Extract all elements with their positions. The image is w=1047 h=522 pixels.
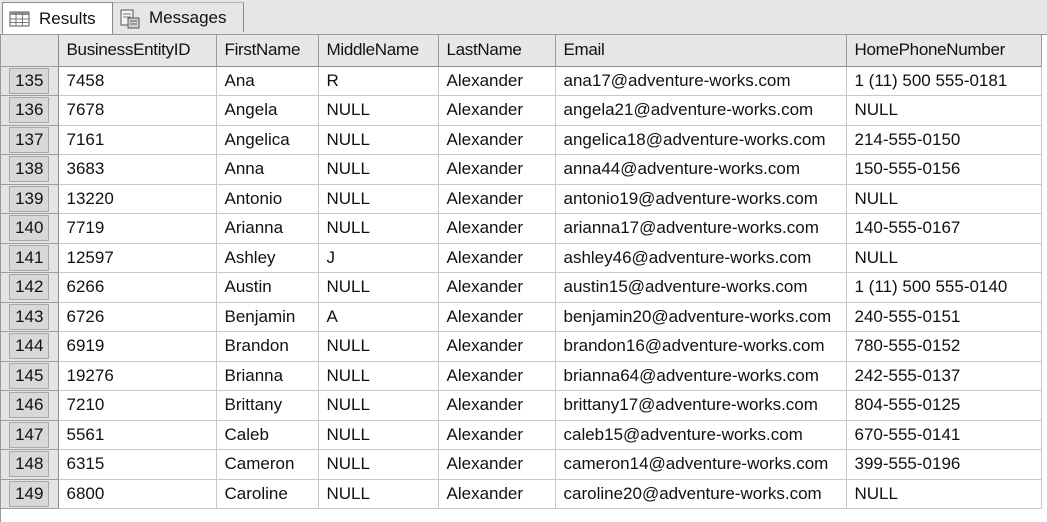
table-cell[interactable]: 7210 (58, 391, 216, 421)
row-header[interactable] (1, 125, 58, 155)
row-header[interactable] (1, 420, 58, 450)
row-header[interactable] (1, 479, 58, 509)
table-cell[interactable]: 5561 (58, 420, 216, 450)
row-header[interactable] (1, 302, 58, 332)
table-cell[interactable]: Benjamin (216, 302, 318, 332)
table-cell[interactable]: Alexander (438, 184, 555, 214)
table-cell[interactable]: Antonio (216, 184, 318, 214)
table-cell[interactable]: Alexander (438, 273, 555, 303)
row-header[interactable] (1, 361, 58, 391)
row-number: 145 (9, 363, 49, 389)
table-cell[interactable]: NULL (318, 184, 438, 214)
row-header[interactable] (1, 96, 58, 126)
table-cell[interactable]: 6800 (58, 479, 216, 509)
column-header-middlename[interactable]: MiddleName (318, 35, 438, 66)
row-number: 135 (9, 68, 49, 94)
table-cell[interactable]: NULL (318, 273, 438, 303)
table-cell[interactable]: Alexander (438, 479, 555, 509)
table-cell[interactable]: Anna (216, 155, 318, 185)
table-row[interactable] (1, 243, 1041, 273)
table-cell[interactable]: 670-555-0141 (846, 420, 1041, 450)
table-cell[interactable]: Brittany (216, 391, 318, 421)
table-cell[interactable]: brittany17@adventure-works.com (555, 391, 846, 421)
table-row[interactable] (1, 361, 1041, 391)
row-header[interactable] (1, 243, 58, 273)
table-cell[interactable]: Alexander (438, 332, 555, 362)
table-cell[interactable]: NULL (318, 125, 438, 155)
row-header[interactable] (1, 66, 58, 96)
table-cell[interactable]: J (318, 243, 438, 273)
table-row[interactable] (1, 96, 1041, 126)
row-number: 140 (9, 215, 49, 241)
table-cell[interactable]: angelica18@adventure-works.com (555, 125, 846, 155)
grid-icon (9, 10, 31, 28)
table-row[interactable] (1, 66, 1041, 96)
table-cell[interactable]: Alexander (438, 302, 555, 332)
row-header[interactable] (1, 155, 58, 185)
table-cell[interactable]: 780-555-0152 (846, 332, 1041, 362)
table-cell[interactable]: NULL (318, 450, 438, 480)
table-cell[interactable]: 7678 (58, 96, 216, 126)
table-row[interactable] (1, 420, 1041, 450)
table-cell[interactable]: ashley46@adventure-works.com (555, 243, 846, 273)
table-cell[interactable]: anna44@adventure-works.com (555, 155, 846, 185)
table-cell[interactable]: 7719 (58, 214, 216, 244)
table-cell[interactable]: caleb15@adventure-works.com (555, 420, 846, 450)
table-cell[interactable]: 399-555-0196 (846, 450, 1041, 480)
table-cell[interactable]: 1 (11) 500 555-0140 (846, 273, 1041, 303)
table-cell[interactable]: 7161 (58, 125, 216, 155)
table-cell[interactable]: 6315 (58, 450, 216, 480)
table-cell[interactable]: 3683 (58, 155, 216, 185)
results-tab-strip (0, 0, 1047, 35)
table-cell[interactable]: NULL (318, 96, 438, 126)
table-cell[interactable]: NULL (318, 332, 438, 362)
row-number: 141 (9, 245, 49, 271)
select-all-corner[interactable] (1, 35, 58, 66)
table-row[interactable] (1, 125, 1041, 155)
row-number: 146 (9, 392, 49, 418)
table-cell[interactable]: Austin (216, 273, 318, 303)
table-cell[interactable]: NULL (318, 155, 438, 185)
table-cell[interactable]: 7458 (58, 66, 216, 96)
tab-messages[interactable] (113, 2, 244, 32)
row-number: 148 (9, 451, 49, 477)
tab-results-label: Results (39, 8, 96, 28)
table-cell[interactable]: NULL (318, 391, 438, 421)
row-header[interactable] (1, 184, 58, 214)
table-cell[interactable]: Alexander (438, 96, 555, 126)
row-number: 147 (9, 422, 49, 448)
row-number: 138 (9, 156, 49, 182)
table-cell[interactable]: Alexander (438, 125, 555, 155)
row-header[interactable] (1, 273, 58, 303)
table-cell[interactable]: cameron14@adventure-works.com (555, 450, 846, 480)
row-number: 149 (9, 481, 49, 507)
table-cell[interactable]: ana17@adventure-works.com (555, 66, 846, 96)
table-row[interactable] (1, 450, 1041, 480)
column-header-businessentityid[interactable]: BusinessEntityID (58, 35, 216, 66)
row-header[interactable] (1, 450, 58, 480)
table-cell[interactable]: 242-555-0137 (846, 361, 1041, 391)
table-cell[interactable]: NULL (318, 361, 438, 391)
table-cell[interactable]: 6919 (58, 332, 216, 362)
table-cell[interactable]: NULL (318, 420, 438, 450)
table-cell[interactable]: Angelica (216, 125, 318, 155)
table-cell[interactable]: Alexander (438, 391, 555, 421)
table-cell[interactable]: NULL (846, 479, 1041, 509)
table-cell[interactable]: Ashley (216, 243, 318, 273)
messages-icon (119, 9, 141, 27)
table-cell[interactable]: brandon16@adventure-works.com (555, 332, 846, 362)
table-cell[interactable]: austin15@adventure-works.com (555, 273, 846, 303)
column-header-firstname[interactable]: FirstName (216, 35, 318, 66)
column-header-email[interactable]: Email (555, 35, 846, 66)
column-header-homephonenumber[interactable]: HomePhoneNumber (846, 35, 1041, 66)
table-cell[interactable]: NULL (846, 243, 1041, 273)
table-cell[interactable]: Caroline (216, 479, 318, 509)
table-cell[interactable]: NULL (318, 214, 438, 244)
table-row[interactable] (1, 273, 1041, 303)
table-cell[interactable]: 6726 (58, 302, 216, 332)
row-number: 136 (9, 97, 49, 123)
row-number: 143 (9, 304, 49, 330)
table-cell[interactable]: 12597 (58, 243, 216, 273)
table-cell[interactable]: 1 (11) 500 555-0181 (846, 66, 1041, 96)
tab-messages-label: Messages (149, 7, 227, 27)
table-cell[interactable]: 19276 (58, 361, 216, 391)
table-cell[interactable]: 140-555-0167 (846, 214, 1041, 244)
table-cell[interactable]: 804-555-0125 (846, 391, 1041, 421)
table-row[interactable] (1, 302, 1041, 332)
table-cell[interactable]: NULL (846, 184, 1041, 214)
table-cell[interactable]: Angela (216, 96, 318, 126)
table-cell[interactable]: 240-555-0151 (846, 302, 1041, 332)
table-cell[interactable]: angela21@adventure-works.com (555, 96, 846, 126)
table-cell[interactable]: Cameron (216, 450, 318, 480)
table-cell[interactable]: Arianna (216, 214, 318, 244)
table-row[interactable] (1, 214, 1041, 244)
table-cell[interactable]: 150-555-0156 (846, 155, 1041, 185)
column-header-lastname[interactable]: LastName (438, 35, 555, 66)
row-header[interactable] (1, 332, 58, 362)
table-cell[interactable]: Brandon (216, 332, 318, 362)
table-cell[interactable]: R (318, 66, 438, 96)
tab-results[interactable] (2, 2, 113, 34)
table-cell[interactable]: 214-555-0150 (846, 125, 1041, 155)
table-cell[interactable]: antonio19@adventure-works.com (555, 184, 846, 214)
table-cell[interactable]: 13220 (58, 184, 216, 214)
table-cell[interactable]: Brianna (216, 361, 318, 391)
table-cell[interactable]: Alexander (438, 243, 555, 273)
table-cell[interactable]: arianna17@adventure-works.com (555, 214, 846, 244)
table-cell[interactable]: Alexander (438, 361, 555, 391)
table-row[interactable] (1, 332, 1041, 362)
table-cell[interactable]: Alexander (438, 214, 555, 244)
table-cell[interactable]: Alexander (438, 450, 555, 480)
table-cell[interactable]: NULL (846, 96, 1041, 126)
table-row[interactable] (1, 391, 1041, 421)
table-cell[interactable]: NULL (318, 479, 438, 509)
row-header[interactable] (1, 214, 58, 244)
row-header[interactable] (1, 391, 58, 421)
table-row[interactable] (1, 479, 1041, 509)
table-cell[interactable]: 6266 (58, 273, 216, 303)
table-row[interactable] (1, 184, 1041, 214)
header-row (1, 35, 1041, 66)
row-number: 144 (9, 333, 49, 359)
row-number: 139 (9, 186, 49, 212)
table-cell[interactable]: Alexander (438, 420, 555, 450)
table-cell[interactable]: benjamin20@adventure-works.com (555, 302, 846, 332)
table-row[interactable] (1, 155, 1041, 185)
table-cell[interactable]: Alexander (438, 155, 555, 185)
results-table (1, 35, 1042, 509)
table-cell[interactable]: Ana (216, 66, 318, 96)
table-cell[interactable]: A (318, 302, 438, 332)
results-grid[interactable] (0, 35, 1047, 522)
table-cell[interactable]: Alexander (438, 66, 555, 96)
table-cell[interactable]: brianna64@adventure-works.com (555, 361, 846, 391)
row-number: 142 (9, 274, 49, 300)
table-cell[interactable]: Caleb (216, 420, 318, 450)
row-number: 137 (9, 127, 49, 153)
table-cell[interactable]: caroline20@adventure-works.com (555, 479, 846, 509)
